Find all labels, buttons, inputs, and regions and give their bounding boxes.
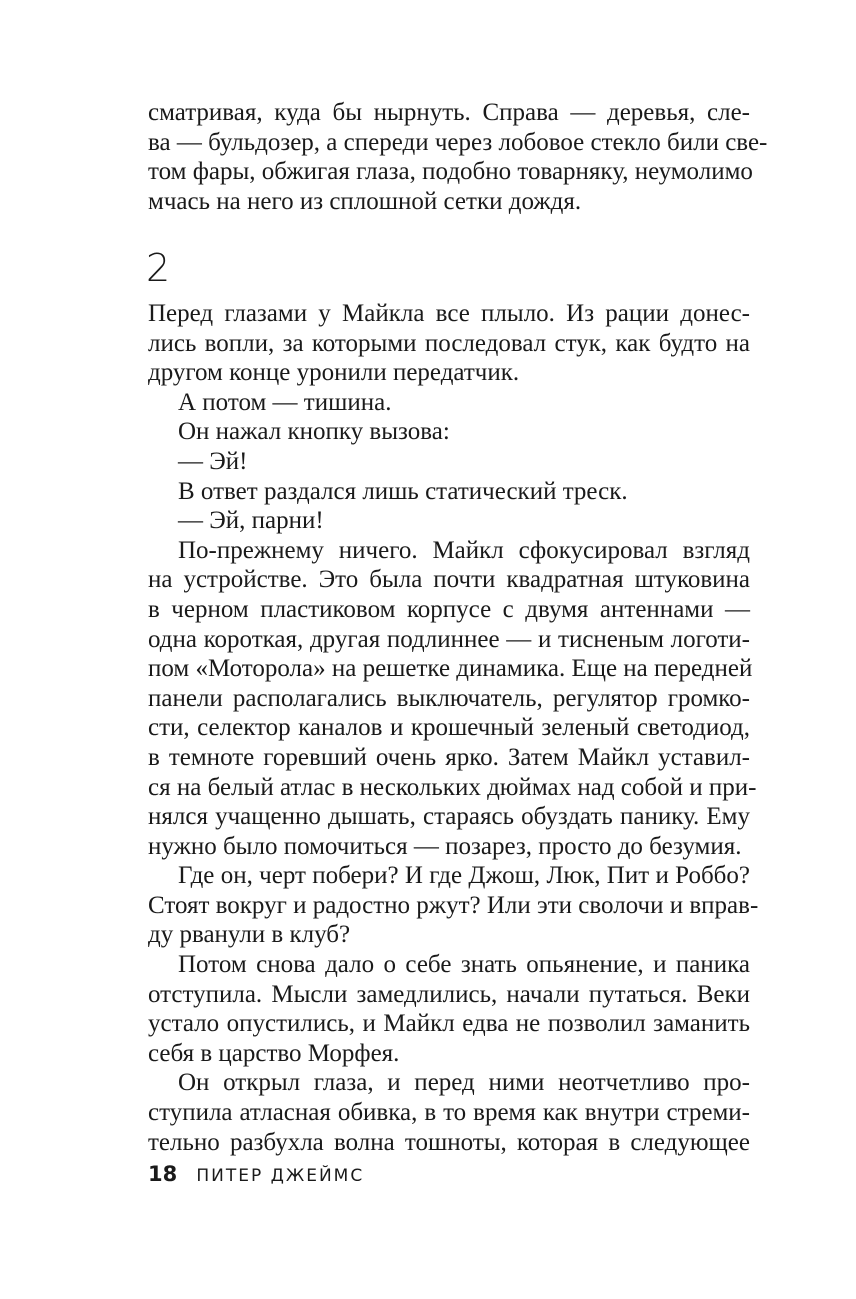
text-line: — Эй, парни! <box>178 507 324 535</box>
text-line: мчась на него из сплошной сетки дождя. <box>148 187 582 215</box>
chapter-body <box>148 299 759 1157</box>
text-line: ду рванули в клуб? <box>148 921 351 949</box>
text-line: — Эй! <box>178 447 248 475</box>
top-paragraph <box>148 98 768 216</box>
text-line: тельно разбухла волна тошноты, которая в следующее <box>148 1128 750 1156</box>
text-line: пом «Моторола» на решетке динамика. Еще на передней <box>148 655 753 683</box>
text-line: отступила. Мысли замедлились, начали путаться. Веки <box>148 980 750 1008</box>
text-line: ступила атласная обивка, в то время как внутри стреми- <box>148 1099 750 1127</box>
text-line: Потом снова дало о себе знать опьянение, и паника <box>178 951 750 979</box>
text-line: Он открыл глаза, и перед ними неотчетливо про- <box>178 1069 750 1097</box>
text-line: Стоят вокруг и радостно ржут? Или эти сволочи и вправ- <box>148 891 759 919</box>
text-line: Перед глазами у Майкла все плыло. Из рации донес- <box>148 300 750 327</box>
page-footer <box>148 1162 364 1186</box>
text-line: себя в царство Морфея. <box>148 1039 400 1067</box>
text-line: В ответ раздался лишь статический треск. <box>178 477 628 505</box>
text-line: в темноте горевший очень ярко. Затем Майкл уставил- <box>148 743 750 771</box>
text-line: сматривая, куда бы нырнуть. Справа — деревья, сле- <box>148 99 750 126</box>
text-line: одна короткая, другая подлиннее — и тисненым логоти- <box>148 625 750 653</box>
text-line: другом конце уронили передатчик. <box>148 359 520 387</box>
text-line: лись вопли, за которыми последовал стук, как будто на <box>148 329 750 357</box>
chapter-number: 2 <box>146 246 171 290</box>
text-line: Он нажал кнопку вызова: <box>178 418 450 446</box>
text-line: Где он, черт побери? И где Джош, Люк, Пит и Роббо? <box>178 862 750 890</box>
text-line: ся на белый атлас в нескольких дюймах над собой и при- <box>148 773 757 801</box>
text-line: нужно было помочиться — позарез, просто до безумия. <box>148 832 742 860</box>
text-line: А потом — тишина. <box>178 388 392 416</box>
text-line: нялся учащенно дышать, стараясь обуздать панику. Ему <box>148 803 750 831</box>
text-line: на устройстве. Это была почти квадратная штуковина <box>148 566 750 594</box>
text-line: По-прежнему ничего. Майкл сфокусировал взгляд <box>178 536 750 564</box>
text-line: в черном пластиковом корпусе с двумя антеннами — <box>148 595 750 623</box>
page-number: 18 <box>148 1162 178 1186</box>
text-line: панели располагались выключатель, регулятор громко- <box>148 684 750 712</box>
text-line: ва — бульдозер, а спереди через лобовое стекло били све- <box>148 128 768 156</box>
text-line: сти, селектор каналов и крошечный зеленый светодиод, <box>148 714 750 742</box>
text-line: устало опустились, и Майкл едва не позволил заманить <box>148 1010 750 1038</box>
text-line: том фары, обжигая глаза, подобно товарняку, неумолимо <box>148 158 753 186</box>
running-head-author: ПИТЕР ДЖЕЙМС <box>196 1166 365 1186</box>
